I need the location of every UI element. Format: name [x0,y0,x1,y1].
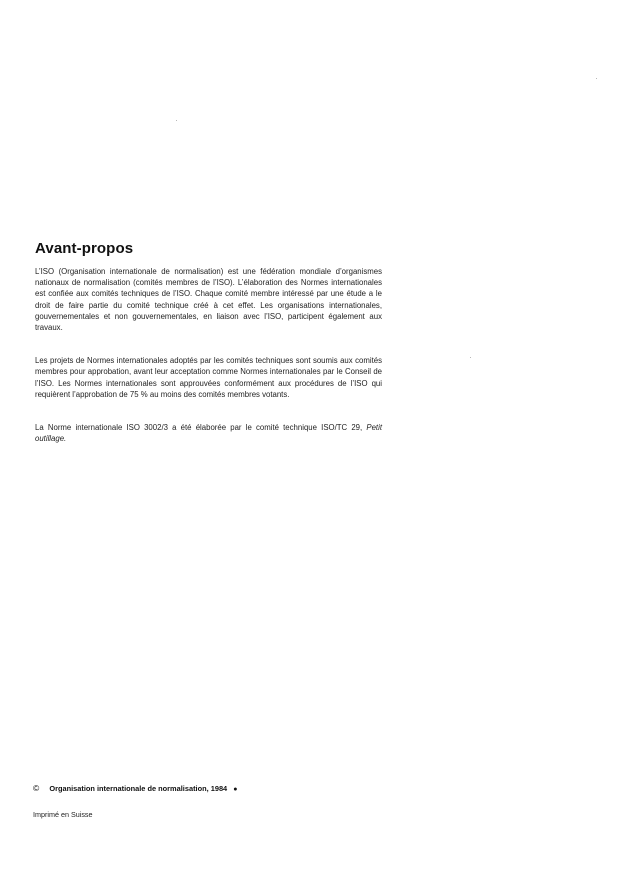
paragraph-3-text: La Norme internationale ISO 3002/3 a été élaborée par le comité technique ISO/TC 29, [35,423,363,433]
copyright-line [33,783,237,793]
scan-speck [470,357,471,358]
scan-speck [596,78,597,79]
scan-speck [176,120,177,121]
section-heading: Avant-propos [35,240,134,257]
paragraph-1: L’ISO (Organisation internationale de normalisation) est une fédération mondiale d’organismes nationaux de normalisation (comités membres de l’ISO). L’élaboration des Normes internationales est confiée aux comités techniques de l’ISO. Chaque comité membre intéressé par une étude a le droit de faire partie du comité technique créé à cet effet. Les organisations internationales, gouvernementales et non gouvernementales, en liaison avec l’ISO, participent également aux travaux. [35,267,382,333]
paragraph-3-italic: Petit outillage. [35,423,382,444]
copyright-organisation: Organisation internationale de normalisation, 1984 [49,784,228,793]
paragraph-2: Les projets de Normes internationales adoptés par les comités techniques sont soumis aux comités membres pour approbation, avant leur acceptation comme Normes internationales par le Conseil de l’ISO. Les Normes internationales sont approuvées conformément aux procédures de l’ISO qui requièrent l’approbation de 75 % au moins des comités membres votants. [35,356,382,399]
foreword-body [35,266,382,444]
printed-in-label: Imprimé en Suisse [33,810,93,819]
bullet-icon: ● [233,786,238,793]
copyright-icon: © [33,783,40,793]
paragraph-3 [35,422,382,444]
